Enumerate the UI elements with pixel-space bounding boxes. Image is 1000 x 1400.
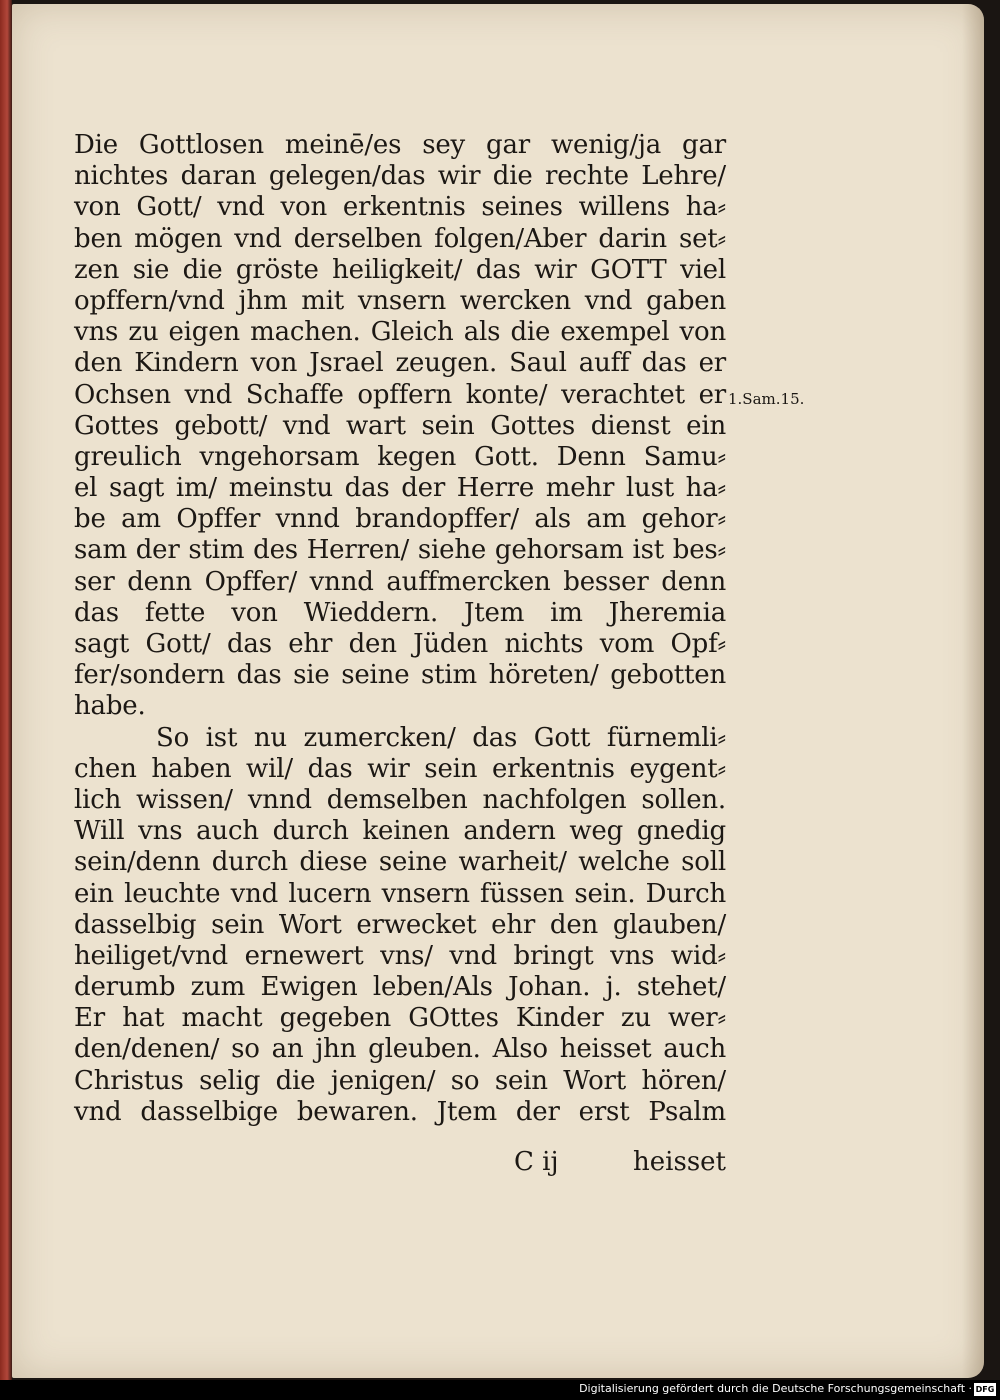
text-line: ein leuchte vnd lucern vnsern füssen sein. Durch: [74, 878, 726, 909]
text-line: das fette von Wieddern. Jtem im Jheremia: [74, 597, 726, 628]
text-line: von Gott/ vnd von erkentnis seines willens ha⸗: [74, 192, 726, 223]
text-line: Gottes gebott/ vnd wart sein Gottes dienst ein: [74, 410, 726, 441]
text-line: derumb zum Ewigen leben/Als Johan. j. stehet/: [74, 972, 726, 1003]
text-line: vns zu eigen machen. Gleich als die exempel von: [74, 317, 726, 348]
text-line: den Kindern von Jsrael zeugen. Saul auff das er: [74, 348, 726, 379]
text-line: be am Opffer vnnd brandopffer/ als am gehor⸗: [74, 504, 726, 535]
text-line: habe.: [74, 691, 146, 722]
dfg-logo: DFG: [975, 1385, 995, 1394]
text-line: opffern/vnd jhm mit vnsern wercken vnd gaben: [74, 285, 726, 316]
catchword: heisset: [633, 1147, 726, 1177]
text-line: nichtes daran gelegen/das wir die rechte Lehre/: [74, 161, 726, 192]
text-line: dasselbig sein Wort erwecket ehr den glauben/: [74, 909, 726, 940]
page-edge-shadow: [962, 4, 984, 1378]
text-line: Die Gottlosen meinē/es sey gar wenig/ja gar: [74, 130, 726, 160]
text-line: vnd dasselbige bewaren. Jtem der erst Psalm: [74, 1096, 726, 1127]
book-spine-edge: [0, 0, 12, 1380]
text-line: fer/sondern das sie seine stim höreten/ gebotten: [74, 660, 726, 691]
text-line: den/denen/ so an jhn gleuben. Also heisset auch: [74, 1034, 726, 1065]
text-line: sam der stim des Herren/ siehe gehorsam ist bes⸗: [74, 535, 726, 566]
text-line: Christus selig die jenigen/ so sein Wort hören/: [74, 1065, 726, 1096]
text-line: greulich vngehorsam kegen Gott. Denn Samu⸗: [74, 441, 726, 472]
text-line: chen haben wil/ das wir sein erkentnis eygent⸗: [74, 753, 726, 784]
text-line: sein/denn durch diese seine warheit/ welche soll: [74, 847, 726, 878]
text-line: ben mögen vnd derselben folgen/Aber darin set⸗: [74, 223, 726, 254]
funding-text: Digitalisierung gefördert durch die Deutsche Forschungsgemeinschaft ·: [579, 1382, 972, 1395]
text-line: lich wissen/ vnnd demselben nachfolgen sollen.: [74, 784, 726, 815]
text-line-paragraph-start: So ist nu zumercken/ das Gott fürnemli⸗: [156, 722, 726, 753]
book-page: [12, 4, 984, 1378]
page-footer-line: [74, 1146, 726, 1178]
margin-reference: 1.Sam.15.: [728, 390, 805, 408]
text-line: heiliget/vnd ernewert vns/ vnd bringt vns wid⸗: [74, 940, 726, 971]
body-text: [74, 130, 726, 1128]
text-line: Will vns auch durch keinen andern weg gnedig: [74, 816, 726, 847]
text-line: el sagt im/ meinstu das der Herre mehr lust ha⸗: [74, 473, 726, 504]
text-line: zen sie die gröste heiligkeit/ das wir GOTT viel: [74, 254, 726, 285]
text-line: sagt Gott/ das ehr den Jüden nichts vom Opf⸗: [74, 629, 726, 659]
funding-footer: [0, 1380, 1000, 1400]
text-line: Er hat macht gegeben GOttes Kinder zu wer⸗: [74, 1003, 726, 1034]
text-line: Ochsen vnd Schaffe opffern konte/ verachtet er: [74, 379, 726, 410]
signature-mark: C ij: [514, 1147, 559, 1177]
text-line: ser denn Opffer/ vnnd auffmercken besser denn: [74, 566, 726, 597]
